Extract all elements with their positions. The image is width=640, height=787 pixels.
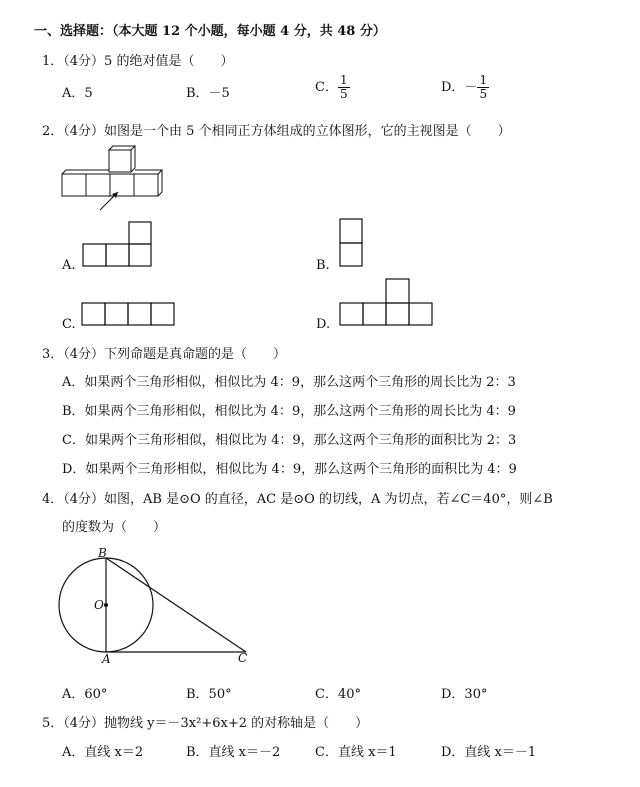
q4-label-b: B	[98, 546, 107, 560]
section-heading: 一、选择题：（本大题 12 个小题，每小题 4 分，共 48 分）	[34, 24, 386, 39]
q2-solid-figure	[58, 144, 178, 214]
q2-option-c-figure	[81, 302, 177, 328]
q3-option-b: B．如果两个三角形相似，相似比为 4：9，那么这两个三角形的周长比为 4：9	[62, 404, 516, 419]
q1-option-a: A．5	[62, 86, 93, 101]
question-1-stem: 1．（4分）5 的绝对值是（ ）	[42, 54, 234, 69]
q1-d-numerator: 1	[479, 73, 488, 87]
question-2-stem: 2．（4分）如图是一个由 5 个相同正方体组成的立体图形，它的主视图是（ ）	[42, 124, 511, 139]
question-4-stem-line1: 4．（4分）如图，AB 是⊙O 的直径，AC 是⊙O 的切线，A 为切点，若∠C＝40°，则∠B	[42, 492, 553, 507]
q1-d-denominator: 5	[479, 87, 488, 101]
q4-circle-figure	[56, 543, 256, 673]
q5-option-a: A．直线 x＝2	[62, 745, 144, 760]
q4-option-d: D．30°	[441, 687, 488, 702]
center-dot-icon	[104, 603, 108, 607]
q4-label-o: O	[94, 598, 104, 612]
q5-option-d: D．直线 x＝－1	[441, 745, 537, 760]
q1-option-c	[315, 74, 350, 101]
q1-option-d-prefix: D．－	[441, 80, 478, 95]
q1-c-denominator: 5	[339, 87, 348, 101]
q5-option-c: C．直线 x＝1	[315, 745, 397, 760]
q4-option-b: B．50°	[186, 687, 232, 702]
q4-option-a: A．60°	[62, 687, 108, 702]
q1-option-d	[441, 74, 489, 101]
q3-option-a: A．如果两个三角形相似，相似比为 4：9，那么这两个三角形的周长比为 2：3	[62, 375, 516, 390]
q5-option-b: B．直线 x＝－2	[186, 745, 281, 760]
q2-option-d-figure	[339, 278, 435, 328]
q1-option-c-prefix: C．	[315, 80, 338, 95]
q2-option-c-label: C.	[62, 317, 76, 332]
q3-option-d: D．如果两个三角形相似，相似比为 4：9，那么这两个三角形的面积比为 4：9	[62, 462, 517, 477]
q2-option-d-label: D.	[316, 317, 331, 332]
q3-option-c: C．如果两个三角形相似，相似比为 4：9，那么这两个三角形的面积比为 2：3	[62, 433, 517, 448]
q4-label-a: A	[102, 652, 111, 666]
q2-option-b-label: B.	[316, 258, 330, 273]
q1-option-d-fraction	[477, 74, 489, 101]
question-4-stem-line2: 的度数为（ ）	[62, 520, 167, 535]
question-5-stem: 5．（4分）抛物线 y＝－3x²+6x+2 的对称轴是（ ）	[42, 716, 369, 731]
q2-option-a-label: A.	[62, 258, 76, 273]
q1-option-b: B．－5	[186, 86, 230, 101]
q2-option-a-figure	[82, 221, 154, 267]
q4-label-c: C	[238, 651, 248, 665]
q2-option-b-figure	[339, 218, 365, 268]
question-3-stem: 3．（4分）下列命题是真命题的是（ ）	[42, 347, 287, 362]
q4-option-c: C．40°	[315, 687, 361, 702]
q1-c-numerator: 1	[339, 73, 348, 87]
q1-option-c-fraction	[338, 74, 350, 101]
